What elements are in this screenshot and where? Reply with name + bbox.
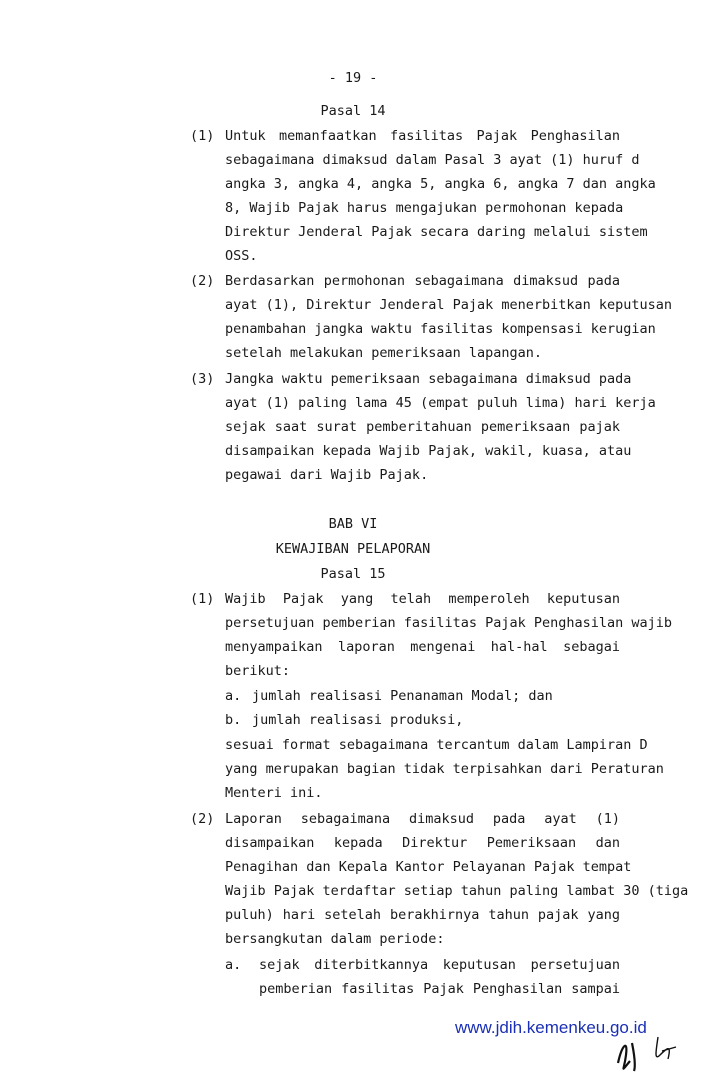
pasal-15-item-2-line: disampaikan kepada Direktur Pemeriksaan dan (225, 835, 620, 851)
paraf-signature-icon (610, 1025, 690, 1075)
sub-item-text: jumlah realisasi produksi, (252, 712, 464, 728)
pasal-14-title: Pasal 14 (320, 103, 386, 119)
pasal-14-item-2-line: penambahan jangka waktu fasilitas kompensasi kerugian (225, 321, 656, 337)
pasal-14-item-2-line: setelah melakukan pemeriksaan lapangan. (225, 345, 542, 361)
pasal-14-item-1-line: sebagaimana dimaksud dalam Pasal 3 ayat (1) huruf d (225, 152, 640, 168)
pasal-15-item-2-line: puluh) hari setelah berakhirnya tahun pajak yang (225, 907, 620, 923)
sub-item-letter: b. (225, 712, 242, 728)
pasal-14-item-3-line: ayat (1) paling lama 45 (empat puluh lima) hari kerja (225, 395, 656, 411)
pasal-15-item-2-line: Wajib Pajak terdaftar setiap tahun paling lambat 30 (tiga (225, 883, 689, 899)
chapter-title: BAB VI (328, 516, 378, 532)
pasal-14-item-1-line: angka 3, angka 4, angka 5, angka 6, angka 7 dan angka (225, 176, 656, 192)
pasal-15-item-1-line: persetujuan pemberian fasilitas Pajak Penghasilan wajib (225, 615, 673, 631)
pasal-15-item-2-line: bersangkutan dalam periode: (225, 931, 445, 947)
pasal-14-item-1-line: OSS. (225, 248, 258, 264)
pasal-15-title: Pasal 15 (320, 566, 386, 582)
pasal-15-item-1-closing-line: Menteri ini. (225, 785, 323, 801)
pasal-15-item-1-line: menyampaikan laporan mengenai hal-hal sebagai (225, 639, 620, 655)
pasal-14-item-3-line: Jangka waktu pemeriksaan sebagaimana dimaksud pada (225, 371, 632, 387)
pasal-15-item-2-number: (2) (190, 811, 215, 827)
pasal-14-item-2-number: (2) (190, 273, 215, 289)
pasal-15-item-2-line: Laporan sebagaimana dimaksud pada ayat (1) (225, 811, 620, 827)
jdih-website-link[interactable]: www.jdih.kemenkeu.go.id (455, 1018, 647, 1037)
sub-item-line: sejak diterbitkannya keputusan persetujuan (259, 957, 620, 973)
pasal-15-item-1-line: berikut: (225, 663, 291, 679)
pasal-15-item-1-closing-line: sesuai format sebagaimana tercantum dalam Lampiran D (225, 737, 648, 753)
pasal-14-item-1-line: Direktur Jenderal Pajak secara daring melalui sistem (225, 224, 648, 240)
pasal-15-item-2-line: Penagihan dan Kepala Kantor Pelayanan Pajak tempat (225, 859, 632, 875)
pasal-14-item-2-line: ayat (1), Direktur Jenderal Pajak menerbitkan keputusan (225, 297, 673, 313)
sub-item-text: jumlah realisasi Penanaman Modal; dan (252, 688, 553, 704)
pasal-14-item-1-line: 8, Wajib Pajak harus mengajukan permohonan kepada (225, 200, 624, 216)
pasal-14-item-3-line: pegawai dari Wajib Pajak. (225, 467, 429, 483)
page-number: - 19 - (328, 70, 378, 86)
pasal-14-item-3-line: sejak saat surat pemberitahuan pemeriksaan pajak (225, 419, 620, 435)
sub-item-letter: a. (225, 688, 242, 704)
pasal-14-item-2-line: Berdasarkan permohonan sebagaimana dimaksud pada (225, 273, 620, 289)
pasal-15-item-1-closing-line: yang merupakan bagian tidak terpisahkan dari Peraturan (225, 761, 664, 777)
pasal-15-item-1-number: (1) (190, 591, 215, 607)
pasal-14-item-3-number: (3) (190, 371, 215, 387)
pasal-14-item-1-number: (1) (190, 128, 215, 144)
pasal-14-item-1-line: Untuk memanfaatkan fasilitas Pajak Penghasilan (225, 128, 620, 144)
sub-item-letter: a. (225, 957, 242, 973)
sub-item-line: pemberian fasilitas Pajak Penghasilan sampai (259, 981, 620, 997)
pasal-14-item-3-line: disampaikan kepada Wajib Pajak, wakil, kuasa, atau (225, 443, 632, 459)
chapter-subtitle: KEWAJIBAN PELAPORAN (275, 541, 431, 557)
pasal-15-item-1-line: Wajib Pajak yang telah memperoleh keputusan (225, 591, 620, 607)
